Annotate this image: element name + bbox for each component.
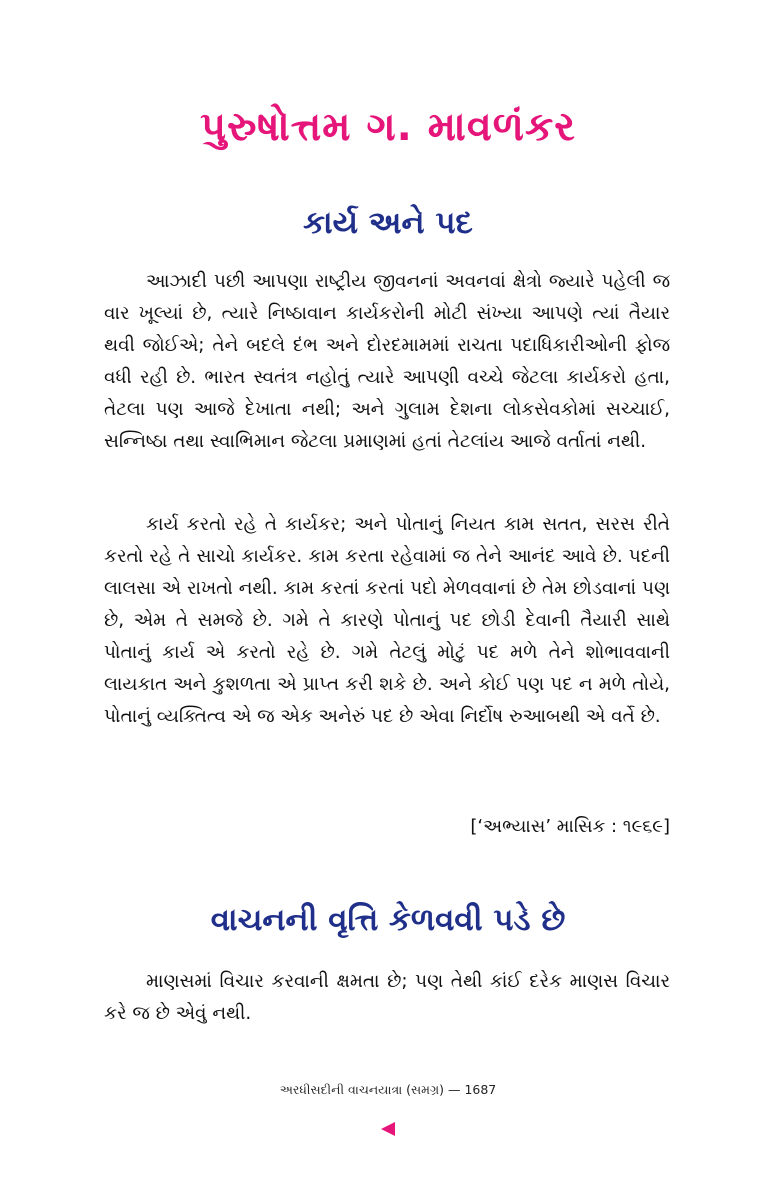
section-title-karya-ane-pad: કાર્ય અને પદ bbox=[303, 205, 473, 241]
section-title-vachan: વાચનની વૃત્તિ કેળવવી પડે છે bbox=[210, 902, 566, 938]
paragraph-1: આઝાદી પછી આપણા રાષ્ટ્રીય જીવનનાં અવનવાં ક્ષેત્રો જ્યારે પહેલી જ વાર ખૂલ્યાં છે, ત્યારે નિષ્ઠાવાન કાર્યકરોની મોટી સંખ્યા આપણે ત્યાં તૈયાર થવી જોઈએ; તેને બદલે દંભ અને દોરદમામમાં રાચતા પદાધિકારીઓની ફોજ વધી રહી છે. ભારત સ્વતંત્ર નહોતું ત્યારે આપણી વચ્ચે જેટલા કાર્યકરો હતા, તેટલા પણ આજે દેખાતા નથી; અને ગુલામ દેશના લોકસેવકોમાં સચ્ચાઈ, સન્નિષ્ઠા તથા સ્વાભિમાન જેટલા પ્રમાણમાં હતાં તેટલાંય આજે વર્તાતાં નથી. bbox=[104, 271, 670, 452]
page-footer: અરધીસદીની વાચનયાત્રા (સમગ્ર) — 1687 bbox=[279, 1082, 497, 1097]
paragraph-3: માણસમાં વિચાર કરવાની ક્ષમતા છે; પણ તેથી કાંઈ દરેક માણસ વિચાર કરે જ છે એવું નથી. bbox=[104, 971, 670, 1024]
triangle-left-icon[interactable] bbox=[381, 1122, 395, 1136]
author-name: પુરુષોત્તમ ગ. માવળંકર bbox=[200, 104, 576, 150]
paragraph-2: કાર્ય કરતો રહે તે કાર્યકર; અને પોતાનું નિયત કામ સતત, સરસ રીતે કરતો રહે તે સાચો કાર્યકર. કામ કરતા રહેવામાં જ તેને આનંદ આવે છે. પદની લાલસા એ રાખતો નથી. કામ કરતાં કરતાં પદો મેળવવાનાં છે તેમ છોડવાનાં પણ છે, એમ તે સમજે છે. ગમે તે કારણે પોતાનું પદ છોડી દેવાની તૈયારી સાથે પોતાનું કાર્ય એ કરતો રહે છે. ગમે તેટલું મોટું પદ મળે તેને શોભાવવાની લાયકાત અને કુશળતા એ પ્રાપ્ત કરી શકે છે. અને કોઈ પણ પદ ન મળે તોયે, પોતાનું વ્યક્તિત્વ એ જ એક અનેરું પદ છે એવા નિર્દોષ રુઆબથી એ વર્તે છે. bbox=[104, 514, 670, 727]
source-citation: [‘અભ્યાસ’ માસિક : ૧૯૬૯] bbox=[470, 816, 670, 837]
